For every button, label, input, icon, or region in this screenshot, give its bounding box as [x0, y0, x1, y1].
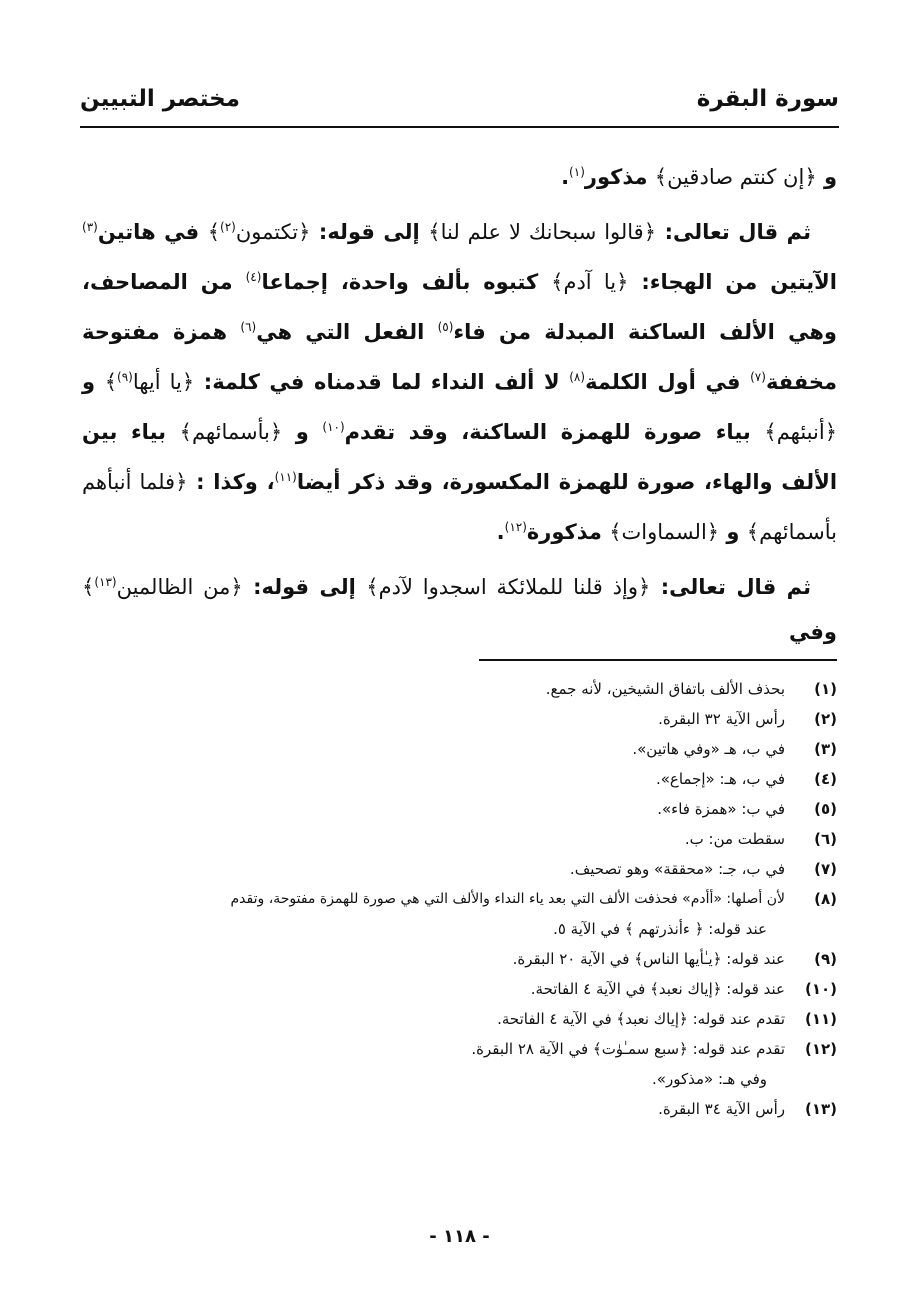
footnote-number: (٢) [814, 710, 837, 728]
page-number: - ١١٨ - [429, 1226, 490, 1247]
footnote-ref: (٤) [245, 270, 262, 284]
footnote [80, 944, 837, 974]
quran-quote: فلما أنبأهم بأسمائهم [82, 470, 837, 544]
footnote [80, 704, 837, 734]
footnote-number: (٧) [814, 860, 837, 878]
footnote-number: (١) [814, 680, 837, 698]
footnote-text: تقدم عند قوله: ﴿سبع سمـٰوٰت﴾ في الآية ٢٨ البقرة. [471, 1040, 785, 1058]
quran-quote: بأسمائهم [191, 420, 270, 444]
footnote [80, 764, 837, 794]
text: في أول الكلمة [585, 370, 741, 394]
quran-bracket-close: ﴾ [654, 165, 668, 189]
footnote [80, 884, 837, 914]
footnote-text: في ب، هـ: «إجماع». [655, 770, 785, 788]
quran-quote: يا أيها [132, 370, 182, 394]
footnote-ref: (١١) [274, 470, 297, 484]
quran-bracket-open: ﴿ [230, 575, 243, 599]
footnote-text: وفي هـ: «مذكور». [652, 1070, 767, 1088]
footnote-ref: (٧) [750, 370, 766, 384]
footnote-number: (١١) [804, 1010, 837, 1028]
surah-title: سورة البقرة [696, 86, 839, 112]
book-title: مختصر التبيين [80, 86, 240, 112]
text: كتبوه بألف واحدة، إجماعا [261, 270, 539, 294]
quran-quote: من الظالمين [116, 575, 231, 599]
footnote-text: رأس الآية ٣٢ البقرة. [658, 710, 785, 728]
quran-bracket-open: ﴿ [824, 420, 838, 444]
quran-quote: وإذ قلنا للملائكة اسجدوا لآدم [378, 575, 638, 599]
footnote-ref: (٩) [117, 370, 133, 384]
footnote-text: عند قوله: ﴿ ءأنذرتهم ﴾ في الآية ٥. [553, 920, 767, 938]
quran-quote: قالوا سبحانك لا علم لنا [440, 220, 644, 244]
text: من المصاحف، وهي الألف الساكنة المبدلة من فاء [82, 270, 837, 344]
footnote-ref: (١٢) [504, 520, 527, 534]
text: همزة مفتوحة مخففة [82, 320, 838, 394]
quran-bracket-close: ﴾ [366, 575, 379, 599]
footnote-text: رأس الآية ٣٤ البقرة. [658, 1100, 785, 1118]
quran-bracket-close: ﴾ [428, 220, 441, 244]
running-header [80, 78, 839, 128]
footnote-ref: (١٣) [94, 575, 117, 589]
text: بياء صورة للهمزة الساكنة، وقد تقدم [344, 420, 751, 444]
footnote-ref: (٨) [569, 370, 586, 384]
text: بياء بين الألف والهاء، صورة للهمزة المكسورة، وقد ذكر أيضا [82, 420, 838, 494]
text: ثم قال تعالى: [660, 575, 811, 599]
text: ، وكذا : [196, 470, 275, 494]
text: . [496, 520, 505, 544]
quran-bracket-open: ﴿ [804, 165, 817, 189]
footnote-number: (١٣) [804, 1100, 837, 1118]
quran-bracket-open: ﴿ [637, 575, 651, 599]
text: و [823, 165, 837, 189]
footnote [80, 794, 837, 824]
footnote [80, 974, 837, 1004]
footnote-text: عند قوله: ﴿إياك نعبد﴾ في الآية ٤ الفاتحة. [530, 980, 785, 998]
footnote-text: في ب، هـ «وفي هاتين». [632, 740, 785, 758]
quran-bracket-open: ﴿ [643, 220, 657, 244]
quran-bracket-open: ﴿ [298, 220, 311, 244]
footnote-ref: (٣) [82, 220, 98, 234]
text: مذكور [584, 165, 648, 189]
footnote [80, 1004, 837, 1034]
quran-quote: تكتمون [235, 220, 299, 244]
quran-bracket-open: ﴿ [616, 270, 629, 294]
footnote-continuation [80, 914, 837, 944]
footnote-ref: (٢) [220, 220, 236, 234]
footnote-text: تقدم عند قوله: ﴿إياك نعبد﴾ في الآية ٤ الفاتحة. [497, 1010, 785, 1028]
text: مذكورة [526, 520, 602, 544]
footnote-separator [479, 659, 837, 661]
footnote-text: في ب، جـ: «محققة» وهو تصحيف. [569, 860, 785, 878]
text: وفي [788, 620, 837, 644]
quran-bracket-close: ﴾ [179, 420, 192, 444]
paragraph-3 [82, 560, 837, 655]
quran-bracket-close: ﴾ [551, 270, 564, 294]
quran-quote: السماوات [621, 520, 707, 544]
footnote-ref: (١) [569, 165, 585, 179]
footnote [80, 824, 837, 854]
footnote-number: (١٢) [804, 1040, 837, 1058]
main-text [82, 150, 837, 660]
text: إلى قوله: [318, 220, 420, 244]
footnote-number: (٨) [814, 890, 837, 908]
text: إلى قوله: [253, 575, 356, 599]
paragraph-1 [82, 150, 837, 200]
footnote-number: (٩) [814, 950, 837, 968]
footnotes [80, 674, 837, 1124]
quran-bracket-close: ﴾ [82, 575, 95, 599]
quran-bracket-open: ﴿ [175, 470, 188, 494]
footnote-text: لأن أصلها: «أأدم» فحذفت الألف التي بعد ياء النداء والألف التي هي صورة للهمزة مفتوحة، وتقدم [230, 891, 785, 907]
footnote-text: بحذف الألف باتفاق الشيخين، لأنه جمع. [545, 680, 785, 698]
footnote [80, 1034, 837, 1064]
quran-bracket-close: ﴾ [746, 520, 760, 544]
quran-bracket-close: ﴾ [207, 220, 221, 244]
text: في هاتين [97, 220, 200, 244]
paragraph-2 [82, 205, 837, 555]
footnote [80, 1094, 837, 1124]
footnote-text: سقطت من: ب. [684, 830, 785, 848]
quran-bracket-close: ﴾ [609, 520, 622, 544]
footnote-ref: (١٠) [322, 420, 345, 434]
text: و [82, 370, 96, 394]
quran-bracket-close: ﴾ [104, 370, 118, 394]
text: . [561, 165, 570, 189]
text: و [295, 420, 309, 444]
footnote-text: في ب: «همزة فاء». [657, 800, 785, 818]
footnote-text: عند قوله: ﴿يـٰأيها الناس﴾ في الآية ٢٠ البقرة. [512, 950, 785, 968]
footnote-number: (٥) [814, 800, 837, 818]
text: الآيتين من الهجاء: [641, 270, 837, 294]
quran-bracket-close: ﴾ [764, 420, 777, 444]
quran-bracket-open: ﴿ [706, 520, 720, 544]
footnote [80, 674, 837, 704]
text: و [726, 520, 740, 544]
text: ثم قال تعالى: [664, 220, 812, 244]
quran-bracket-open: ﴿ [181, 370, 195, 394]
text: لا ألف النداء لما قدمناه في كلمة: [203, 370, 560, 394]
footnote [80, 734, 837, 764]
quran-quote: إن كنتم صادقين [667, 165, 805, 189]
footnote-number: (٦) [814, 830, 837, 848]
quran-quote: أنبئهم [776, 420, 825, 444]
footnote-number: (٤) [814, 770, 837, 788]
text: الفعل التي هي [256, 320, 425, 344]
quran-bracket-open: ﴿ [269, 420, 283, 444]
footnote-number: (١٠) [804, 980, 837, 998]
footnote-continuation [80, 1064, 837, 1094]
quran-quote: يا آدم [563, 270, 617, 294]
footnote-ref: (٦) [240, 320, 257, 334]
footnote-ref: (٥) [437, 320, 454, 334]
footnote [80, 854, 837, 884]
footnote-number: (٣) [814, 740, 837, 758]
